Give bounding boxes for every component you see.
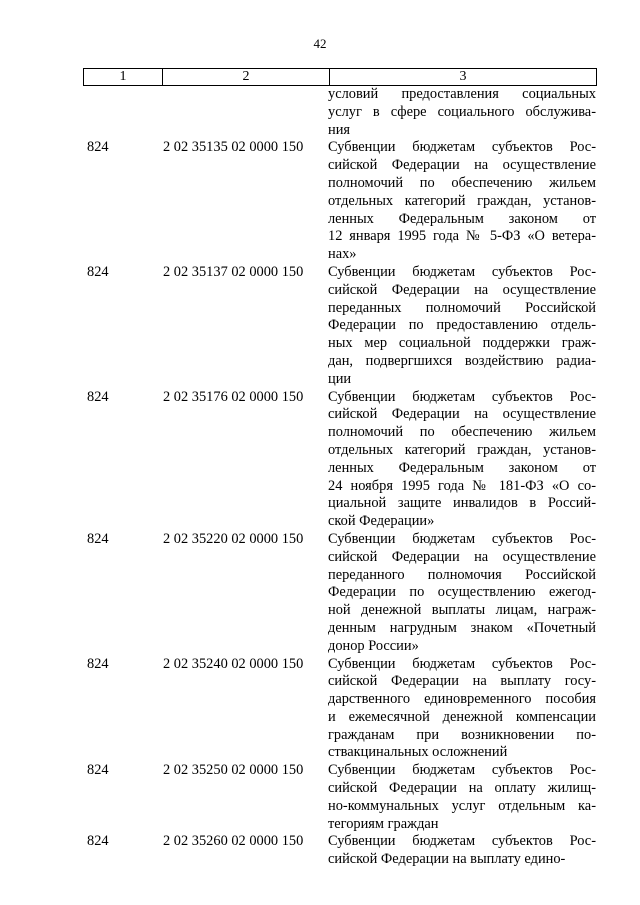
description-line: ции: [328, 370, 352, 387]
description-line: Федерации по осуществлению ежегод-: [328, 584, 596, 601]
description-cell: [328, 264, 596, 389]
kbk-cell: 2 02 35137 02 0000 150: [163, 263, 304, 280]
description-line: сийской Федерации на осуществление: [328, 157, 596, 174]
description-line: Субвенции бюджетам субъектов Рос-: [328, 263, 596, 280]
description-cell: [328, 86, 596, 139]
table-row: [83, 139, 597, 264]
code-cell: 824: [87, 655, 109, 672]
column-header-2: 2: [163, 69, 330, 85]
description-line: Субвенции бюджетам субъектов Рос-: [328, 388, 596, 405]
table-header-row: [83, 68, 597, 86]
description-line: сийской Федерации на выплату госу-: [328, 673, 596, 690]
description-line: сийской Федерации на осуществление: [328, 406, 596, 423]
description-line: ствакцинальных осложнений: [328, 744, 508, 761]
description-cell: [328, 656, 596, 763]
column-header-1: 1: [84, 69, 163, 85]
table-row: [83, 531, 597, 656]
continuation-row: [83, 86, 597, 139]
table-row: [83, 389, 597, 531]
description-line: донор России»: [328, 637, 419, 654]
description-line: циальной защите инвалидов в Россий-: [328, 495, 596, 512]
description-line: Субвенции бюджетам субъектов Рос-: [328, 762, 596, 779]
budget-table: [83, 68, 597, 869]
description-line: Субвенции бюджетам субъектов Рос-: [328, 833, 596, 850]
description-line: Субвенции бюджетам субъектов Рос-: [328, 139, 596, 156]
code-cell: 824: [87, 762, 109, 779]
description-line: сийской Федерации на оплату жилищ-: [328, 780, 596, 797]
code-cell: 824: [87, 530, 109, 547]
description-line: и ежемесячной денежной компенсации: [328, 708, 596, 725]
code-cell: 824: [87, 833, 109, 850]
table-body: [83, 86, 597, 869]
description-line: сийской Федерации на осуществление: [328, 281, 596, 298]
description-line: ленных Федеральным законом от: [328, 459, 596, 476]
description-cell: [328, 389, 596, 531]
description-line: дарственного единовременного пособия: [328, 691, 596, 708]
description-line: услуг в сфере социального обслужива-: [328, 103, 596, 120]
description-line: гражданам при возникновении по-: [328, 726, 596, 743]
description-line: ной денежной выплаты лицам, награж-: [328, 602, 596, 619]
description-line: Федерации по предоставлению отдель-: [328, 317, 596, 334]
table-row: [83, 833, 597, 869]
kbk-cell: 2 02 35135 02 0000 150: [163, 139, 304, 156]
description-line: полномочий по обеспечению жильем: [328, 424, 596, 441]
kbk-cell: 2 02 35250 02 0000 150: [163, 762, 304, 779]
description-line: нах»: [328, 246, 357, 263]
description-line: сийской Федерации на выплату едино-: [328, 851, 566, 868]
kbk-cell: 2 02 35176 02 0000 150: [163, 388, 304, 405]
description-line: 12 января 1995 года № 5-ФЗ «О ветера-: [328, 228, 596, 245]
description-line: ской Федерации»: [328, 513, 435, 530]
description-line: но-коммунальных услуг отдельным ка-: [328, 797, 596, 814]
table-row: [83, 264, 597, 389]
table-row: [83, 762, 597, 833]
table-row: [83, 656, 597, 763]
description-line: ных мер социальной поддержки граж-: [328, 335, 596, 352]
description-cell: [328, 762, 596, 833]
code-cell: 824: [87, 263, 109, 280]
kbk-cell: 2 02 35220 02 0000 150: [163, 530, 304, 547]
description-line: тегориям граждан: [328, 815, 439, 832]
kbk-cell: 2 02 35240 02 0000 150: [163, 655, 304, 672]
description-line: ния: [328, 121, 351, 138]
description-line: Субвенции бюджетам субъектов Рос-: [328, 530, 596, 547]
description-line: Субвенции бюджетам субъектов Рос-: [328, 655, 596, 672]
description-cell: [328, 139, 596, 264]
description-line: переданных полномочий Российской: [328, 299, 596, 316]
description-cell: [328, 833, 596, 869]
description-line: переданного полномочия Российской: [328, 566, 596, 583]
description-line: дан, подвергшихся воздействию радиа-: [328, 352, 596, 369]
column-header-3: 3: [459, 69, 467, 84]
code-cell: 824: [87, 139, 109, 156]
description-line: сийской Федерации на осуществление: [328, 548, 596, 565]
description-line: полномочий по обеспечению жильем: [328, 174, 596, 191]
description-line: денным нагрудным знаком «Почетный: [328, 619, 596, 636]
code-cell: 824: [87, 388, 109, 405]
page-number: 42: [313, 36, 327, 51]
description-line: отдельных категорий граждан, установ-: [328, 441, 596, 458]
description-line: условий предоставления социальных: [328, 86, 596, 102]
description-line: ленных Федеральным законом от: [328, 210, 596, 227]
kbk-cell: 2 02 35260 02 0000 150: [163, 833, 304, 850]
description-line: 24 ноября 1995 года № 181-ФЗ «О со-: [328, 477, 596, 494]
description-line: отдельных категорий граждан, установ-: [328, 192, 596, 209]
description-cell: [328, 531, 596, 656]
